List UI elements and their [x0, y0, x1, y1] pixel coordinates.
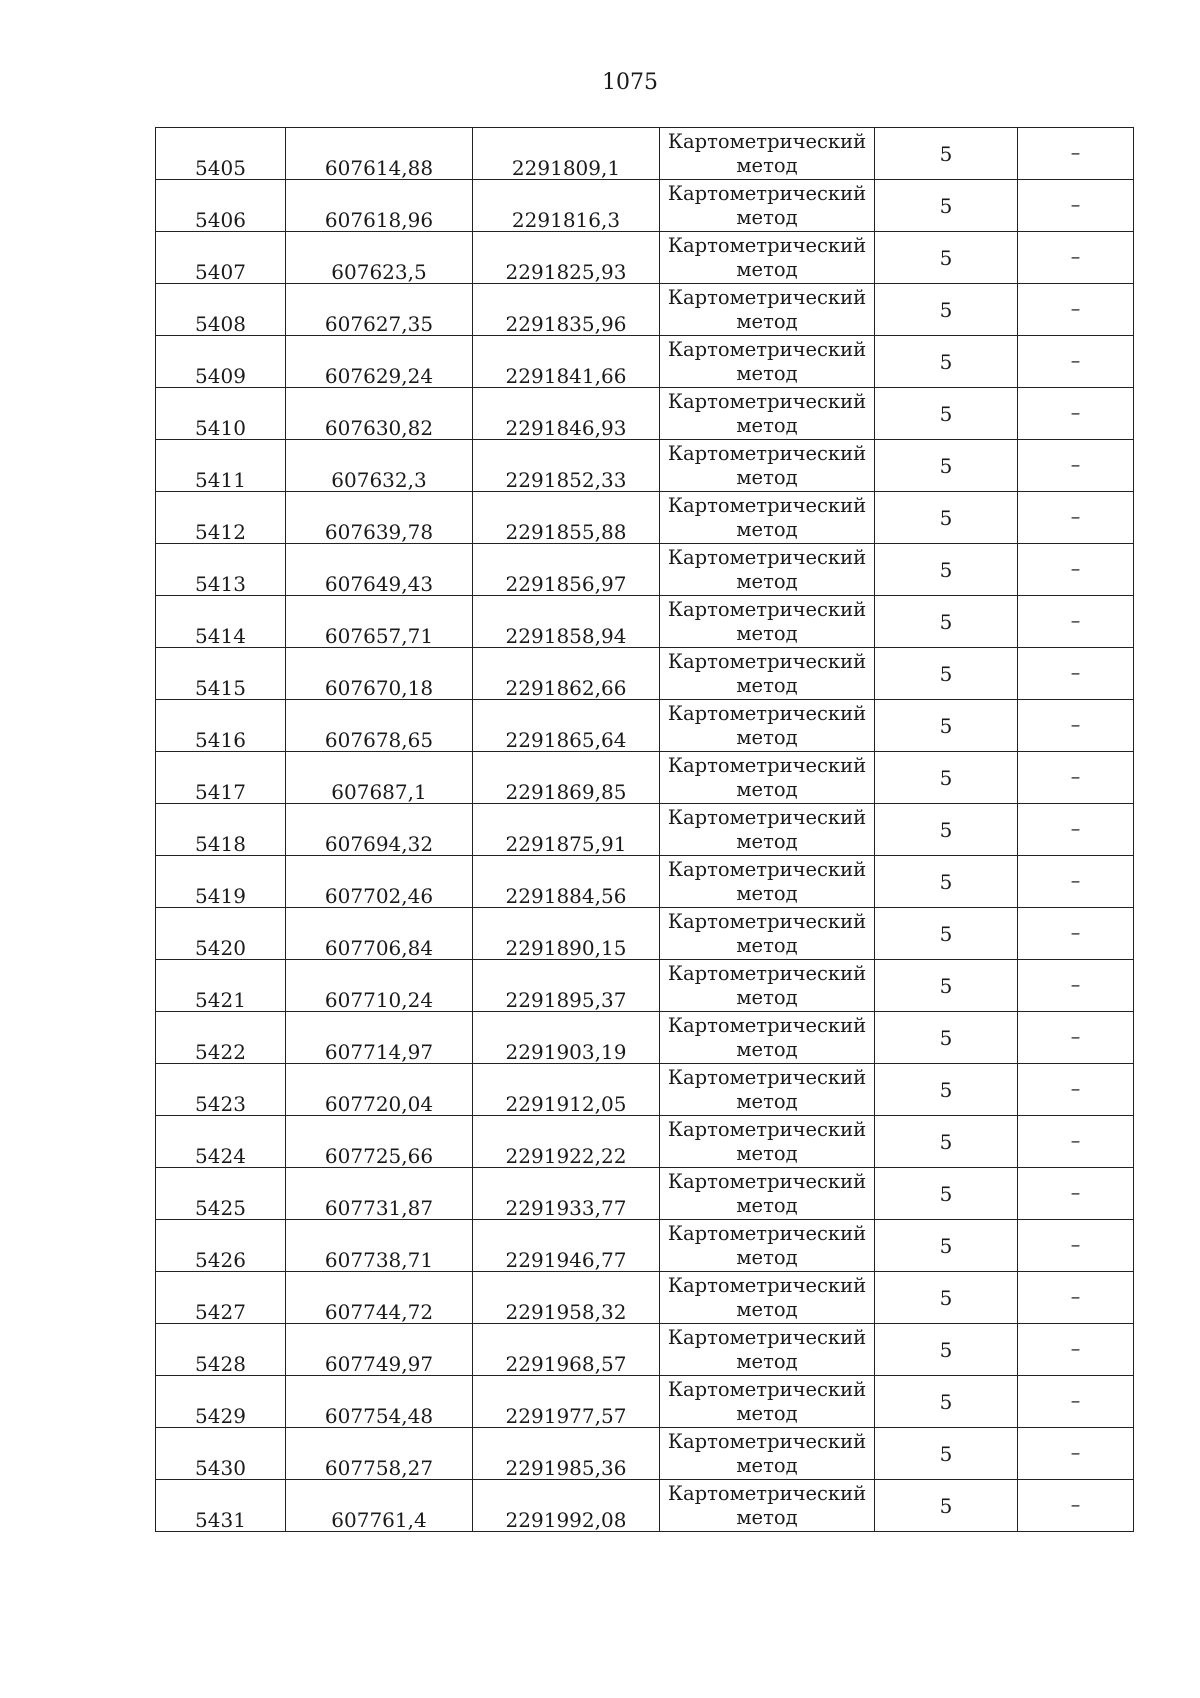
method-line-1: Картометрический [667, 857, 867, 881]
method-line-1: Картометрический [667, 285, 867, 309]
table-row [156, 804, 1134, 856]
table-row [156, 180, 1134, 232]
method-line-2: метод [736, 569, 798, 593]
x-coordinate-cell: 607614,88 [286, 128, 473, 180]
y-coordinate-cell: 2291858,94 [473, 596, 660, 648]
method-cell [660, 1428, 875, 1480]
accuracy-cell: 5 [875, 1168, 1018, 1220]
method-cell [660, 440, 875, 492]
accuracy-cell: 5 [875, 128, 1018, 180]
accuracy-cell: 5 [875, 1116, 1018, 1168]
method-line-1: Картометрический [667, 129, 867, 153]
method-line-1: Картометрический [667, 1065, 867, 1089]
x-coordinate-cell: 607749,97 [286, 1324, 473, 1376]
x-coordinate-cell: 607710,24 [286, 960, 473, 1012]
x-coordinate-cell: 607761,4 [286, 1480, 473, 1532]
accuracy-cell: 5 [875, 752, 1018, 804]
method-cell [660, 1168, 875, 1220]
note-cell: – [1018, 1220, 1134, 1272]
method-line-2: метод [736, 517, 798, 541]
accuracy-cell: 5 [875, 1428, 1018, 1480]
accuracy-cell: 5 [875, 232, 1018, 284]
table-row [156, 648, 1134, 700]
table-row [156, 440, 1134, 492]
y-coordinate-cell: 2291852,33 [473, 440, 660, 492]
method-line-1: Картометрический [667, 1169, 867, 1193]
table-row [156, 1064, 1134, 1116]
method-cell [660, 752, 875, 804]
method-cell [660, 856, 875, 908]
x-coordinate-cell: 607639,78 [286, 492, 473, 544]
point-number-cell: 5423 [156, 1064, 286, 1116]
method-cell [660, 388, 875, 440]
method-line-2: метод [736, 205, 798, 229]
method-line-2: метод [736, 1141, 798, 1165]
table-row [156, 1376, 1134, 1428]
method-cell [660, 1064, 875, 1116]
y-coordinate-cell: 2291946,77 [473, 1220, 660, 1272]
method-line-2: метод [736, 1401, 798, 1425]
method-line-2: метод [736, 1505, 798, 1529]
y-coordinate-cell: 2291809,1 [473, 128, 660, 180]
accuracy-cell: 5 [875, 1220, 1018, 1272]
y-coordinate-cell: 2291856,97 [473, 544, 660, 596]
note-cell: – [1018, 804, 1134, 856]
method-line-2: метод [736, 881, 798, 905]
note-cell: – [1018, 1376, 1134, 1428]
table-row [156, 544, 1134, 596]
point-number-cell: 5416 [156, 700, 286, 752]
point-number-cell: 5422 [156, 1012, 286, 1064]
method-line-2: метод [736, 1245, 798, 1269]
accuracy-cell: 5 [875, 1064, 1018, 1116]
method-line-2: метод [736, 673, 798, 697]
method-cell [660, 1116, 875, 1168]
method-line-1: Картометрический [667, 1117, 867, 1141]
x-coordinate-cell: 607754,48 [286, 1376, 473, 1428]
table-row [156, 336, 1134, 388]
method-line-2: метод [736, 361, 798, 385]
point-number-cell: 5412 [156, 492, 286, 544]
table-row [156, 284, 1134, 336]
accuracy-cell: 5 [875, 596, 1018, 648]
y-coordinate-cell: 2291912,05 [473, 1064, 660, 1116]
y-coordinate-cell: 2291985,36 [473, 1428, 660, 1480]
x-coordinate-cell: 607731,87 [286, 1168, 473, 1220]
table-row [156, 1220, 1134, 1272]
note-cell: – [1018, 440, 1134, 492]
accuracy-cell: 5 [875, 180, 1018, 232]
method-line-1: Картометрический [667, 493, 867, 517]
method-cell [660, 544, 875, 596]
note-cell: – [1018, 1012, 1134, 1064]
point-number-cell: 5425 [156, 1168, 286, 1220]
method-cell [660, 960, 875, 1012]
x-coordinate-cell: 607629,24 [286, 336, 473, 388]
x-coordinate-cell: 607738,71 [286, 1220, 473, 1272]
table-row [156, 1324, 1134, 1376]
table-row [156, 1480, 1134, 1532]
method-line-2: метод [736, 1193, 798, 1217]
note-cell: – [1018, 180, 1134, 232]
method-line-1: Картометрический [667, 233, 867, 257]
accuracy-cell: 5 [875, 440, 1018, 492]
method-line-1: Картометрический [667, 337, 867, 361]
method-cell [660, 596, 875, 648]
table-row [156, 752, 1134, 804]
note-cell: – [1018, 1428, 1134, 1480]
method-line-1: Картометрический [667, 1377, 867, 1401]
y-coordinate-cell: 2291875,91 [473, 804, 660, 856]
note-cell: – [1018, 700, 1134, 752]
page-number: 1075 [602, 70, 658, 95]
point-number-cell: 5408 [156, 284, 286, 336]
x-coordinate-cell: 607702,46 [286, 856, 473, 908]
method-cell [660, 1012, 875, 1064]
method-line-1: Картометрический [667, 805, 867, 829]
note-cell: – [1018, 908, 1134, 960]
method-line-1: Картометрический [667, 1273, 867, 1297]
note-cell: – [1018, 232, 1134, 284]
note-cell: – [1018, 1064, 1134, 1116]
y-coordinate-cell: 2291895,37 [473, 960, 660, 1012]
y-coordinate-cell: 2291992,08 [473, 1480, 660, 1532]
point-number-cell: 5430 [156, 1428, 286, 1480]
method-line-2: метод [736, 621, 798, 645]
note-cell: – [1018, 284, 1134, 336]
x-coordinate-cell: 607649,43 [286, 544, 473, 596]
point-number-cell: 5427 [156, 1272, 286, 1324]
point-number-cell: 5419 [156, 856, 286, 908]
table-row [156, 1116, 1134, 1168]
note-cell: – [1018, 128, 1134, 180]
method-line-1: Картометрический [667, 597, 867, 621]
method-line-1: Картометрический [667, 1481, 867, 1505]
table-row [156, 492, 1134, 544]
note-cell: – [1018, 1324, 1134, 1376]
accuracy-cell: 5 [875, 804, 1018, 856]
y-coordinate-cell: 2291958,32 [473, 1272, 660, 1324]
y-coordinate-cell: 2291884,56 [473, 856, 660, 908]
method-cell [660, 804, 875, 856]
method-line-2: метод [736, 257, 798, 281]
accuracy-cell: 5 [875, 544, 1018, 596]
method-line-1: Картометрический [667, 649, 867, 673]
x-coordinate-cell: 607744,72 [286, 1272, 473, 1324]
note-cell: – [1018, 1168, 1134, 1220]
note-cell: – [1018, 596, 1134, 648]
method-cell [660, 492, 875, 544]
accuracy-cell: 5 [875, 1272, 1018, 1324]
accuracy-cell: 5 [875, 960, 1018, 1012]
x-coordinate-cell: 607725,66 [286, 1116, 473, 1168]
table-row [156, 856, 1134, 908]
x-coordinate-cell: 607618,96 [286, 180, 473, 232]
method-line-2: метод [736, 1297, 798, 1321]
note-cell: – [1018, 336, 1134, 388]
method-line-1: Картометрический [667, 1221, 867, 1245]
y-coordinate-cell: 2291903,19 [473, 1012, 660, 1064]
y-coordinate-cell: 2291933,77 [473, 1168, 660, 1220]
note-cell: – [1018, 1272, 1134, 1324]
x-coordinate-cell: 607758,27 [286, 1428, 473, 1480]
method-line-1: Картометрический [667, 1013, 867, 1037]
method-cell [660, 232, 875, 284]
method-cell [660, 1220, 875, 1272]
table-row [156, 232, 1134, 284]
method-cell [660, 1324, 875, 1376]
y-coordinate-cell: 2291869,85 [473, 752, 660, 804]
x-coordinate-cell: 607714,97 [286, 1012, 473, 1064]
point-number-cell: 5429 [156, 1376, 286, 1428]
point-number-cell: 5426 [156, 1220, 286, 1272]
method-cell [660, 336, 875, 388]
x-coordinate-cell: 607687,1 [286, 752, 473, 804]
method-cell [660, 180, 875, 232]
x-coordinate-cell: 607678,65 [286, 700, 473, 752]
accuracy-cell: 5 [875, 648, 1018, 700]
accuracy-cell: 5 [875, 700, 1018, 752]
point-number-cell: 5415 [156, 648, 286, 700]
accuracy-cell: 5 [875, 284, 1018, 336]
method-cell [660, 1272, 875, 1324]
method-line-2: метод [736, 465, 798, 489]
method-line-2: метод [736, 829, 798, 853]
table-row [156, 596, 1134, 648]
coordinates-table [155, 127, 1134, 1532]
method-line-2: метод [736, 777, 798, 801]
method-line-1: Картометрический [667, 389, 867, 413]
note-cell: – [1018, 544, 1134, 596]
point-number-cell: 5428 [156, 1324, 286, 1376]
coordinates-table-body [156, 128, 1134, 1532]
x-coordinate-cell: 607623,5 [286, 232, 473, 284]
y-coordinate-cell: 2291816,3 [473, 180, 660, 232]
accuracy-cell: 5 [875, 336, 1018, 388]
point-number-cell: 5417 [156, 752, 286, 804]
point-number-cell: 5406 [156, 180, 286, 232]
note-cell: – [1018, 1116, 1134, 1168]
x-coordinate-cell: 607627,35 [286, 284, 473, 336]
method-line-2: метод [736, 1089, 798, 1113]
y-coordinate-cell: 2291890,15 [473, 908, 660, 960]
accuracy-cell: 5 [875, 1324, 1018, 1376]
point-number-cell: 5414 [156, 596, 286, 648]
method-cell [660, 648, 875, 700]
x-coordinate-cell: 607630,82 [286, 388, 473, 440]
y-coordinate-cell: 2291846,93 [473, 388, 660, 440]
method-cell [660, 1480, 875, 1532]
table-row [156, 700, 1134, 752]
method-line-1: Картометрический [667, 1429, 867, 1453]
note-cell: – [1018, 752, 1134, 804]
note-cell: – [1018, 492, 1134, 544]
x-coordinate-cell: 607632,3 [286, 440, 473, 492]
method-line-1: Картометрический [667, 753, 867, 777]
point-number-cell: 5420 [156, 908, 286, 960]
method-line-2: метод [736, 1037, 798, 1061]
point-number-cell: 5411 [156, 440, 286, 492]
table-row [156, 1272, 1134, 1324]
y-coordinate-cell: 2291968,57 [473, 1324, 660, 1376]
method-line-1: Картометрический [667, 545, 867, 569]
method-line-2: метод [736, 413, 798, 437]
method-line-1: Картометрический [667, 701, 867, 725]
y-coordinate-cell: 2291855,88 [473, 492, 660, 544]
method-line-1: Картометрический [667, 1325, 867, 1349]
x-coordinate-cell: 607694,32 [286, 804, 473, 856]
y-coordinate-cell: 2291862,66 [473, 648, 660, 700]
point-number-cell: 5418 [156, 804, 286, 856]
method-line-2: метод [736, 1453, 798, 1477]
accuracy-cell: 5 [875, 1012, 1018, 1064]
table-row [156, 960, 1134, 1012]
note-cell: – [1018, 856, 1134, 908]
method-cell [660, 284, 875, 336]
method-line-2: метод [736, 153, 798, 177]
accuracy-cell: 5 [875, 492, 1018, 544]
method-cell [660, 908, 875, 960]
point-number-cell: 5424 [156, 1116, 286, 1168]
x-coordinate-cell: 607670,18 [286, 648, 473, 700]
method-line-2: метод [736, 985, 798, 1009]
x-coordinate-cell: 607720,04 [286, 1064, 473, 1116]
table-row [156, 1168, 1134, 1220]
x-coordinate-cell: 607706,84 [286, 908, 473, 960]
point-number-cell: 5409 [156, 336, 286, 388]
point-number-cell: 5407 [156, 232, 286, 284]
x-coordinate-cell: 607657,71 [286, 596, 473, 648]
table-row [156, 388, 1134, 440]
point-number-cell: 5431 [156, 1480, 286, 1532]
method-line-2: метод [736, 725, 798, 749]
point-number-cell: 5410 [156, 388, 286, 440]
table-row [156, 908, 1134, 960]
accuracy-cell: 5 [875, 908, 1018, 960]
note-cell: – [1018, 648, 1134, 700]
method-line-2: метод [736, 933, 798, 957]
table-row [156, 1012, 1134, 1064]
y-coordinate-cell: 2291865,64 [473, 700, 660, 752]
accuracy-cell: 5 [875, 388, 1018, 440]
accuracy-cell: 5 [875, 1480, 1018, 1532]
accuracy-cell: 5 [875, 1376, 1018, 1428]
point-number-cell: 5421 [156, 960, 286, 1012]
y-coordinate-cell: 2291922,22 [473, 1116, 660, 1168]
method-line-1: Картометрический [667, 441, 867, 465]
method-line-2: метод [736, 309, 798, 333]
note-cell: – [1018, 388, 1134, 440]
method-line-2: метод [736, 1349, 798, 1373]
method-cell [660, 700, 875, 752]
method-line-1: Картометрический [667, 181, 867, 205]
table-row [156, 1428, 1134, 1480]
y-coordinate-cell: 2291841,66 [473, 336, 660, 388]
point-number-cell: 5405 [156, 128, 286, 180]
y-coordinate-cell: 2291977,57 [473, 1376, 660, 1428]
note-cell: – [1018, 960, 1134, 1012]
accuracy-cell: 5 [875, 856, 1018, 908]
y-coordinate-cell: 2291835,96 [473, 284, 660, 336]
note-cell: – [1018, 1480, 1134, 1532]
point-number-cell: 5413 [156, 544, 286, 596]
method-line-1: Картометрический [667, 909, 867, 933]
method-cell [660, 128, 875, 180]
method-cell [660, 1376, 875, 1428]
y-coordinate-cell: 2291825,93 [473, 232, 660, 284]
table-row [156, 128, 1134, 180]
method-line-1: Картометрический [667, 961, 867, 985]
